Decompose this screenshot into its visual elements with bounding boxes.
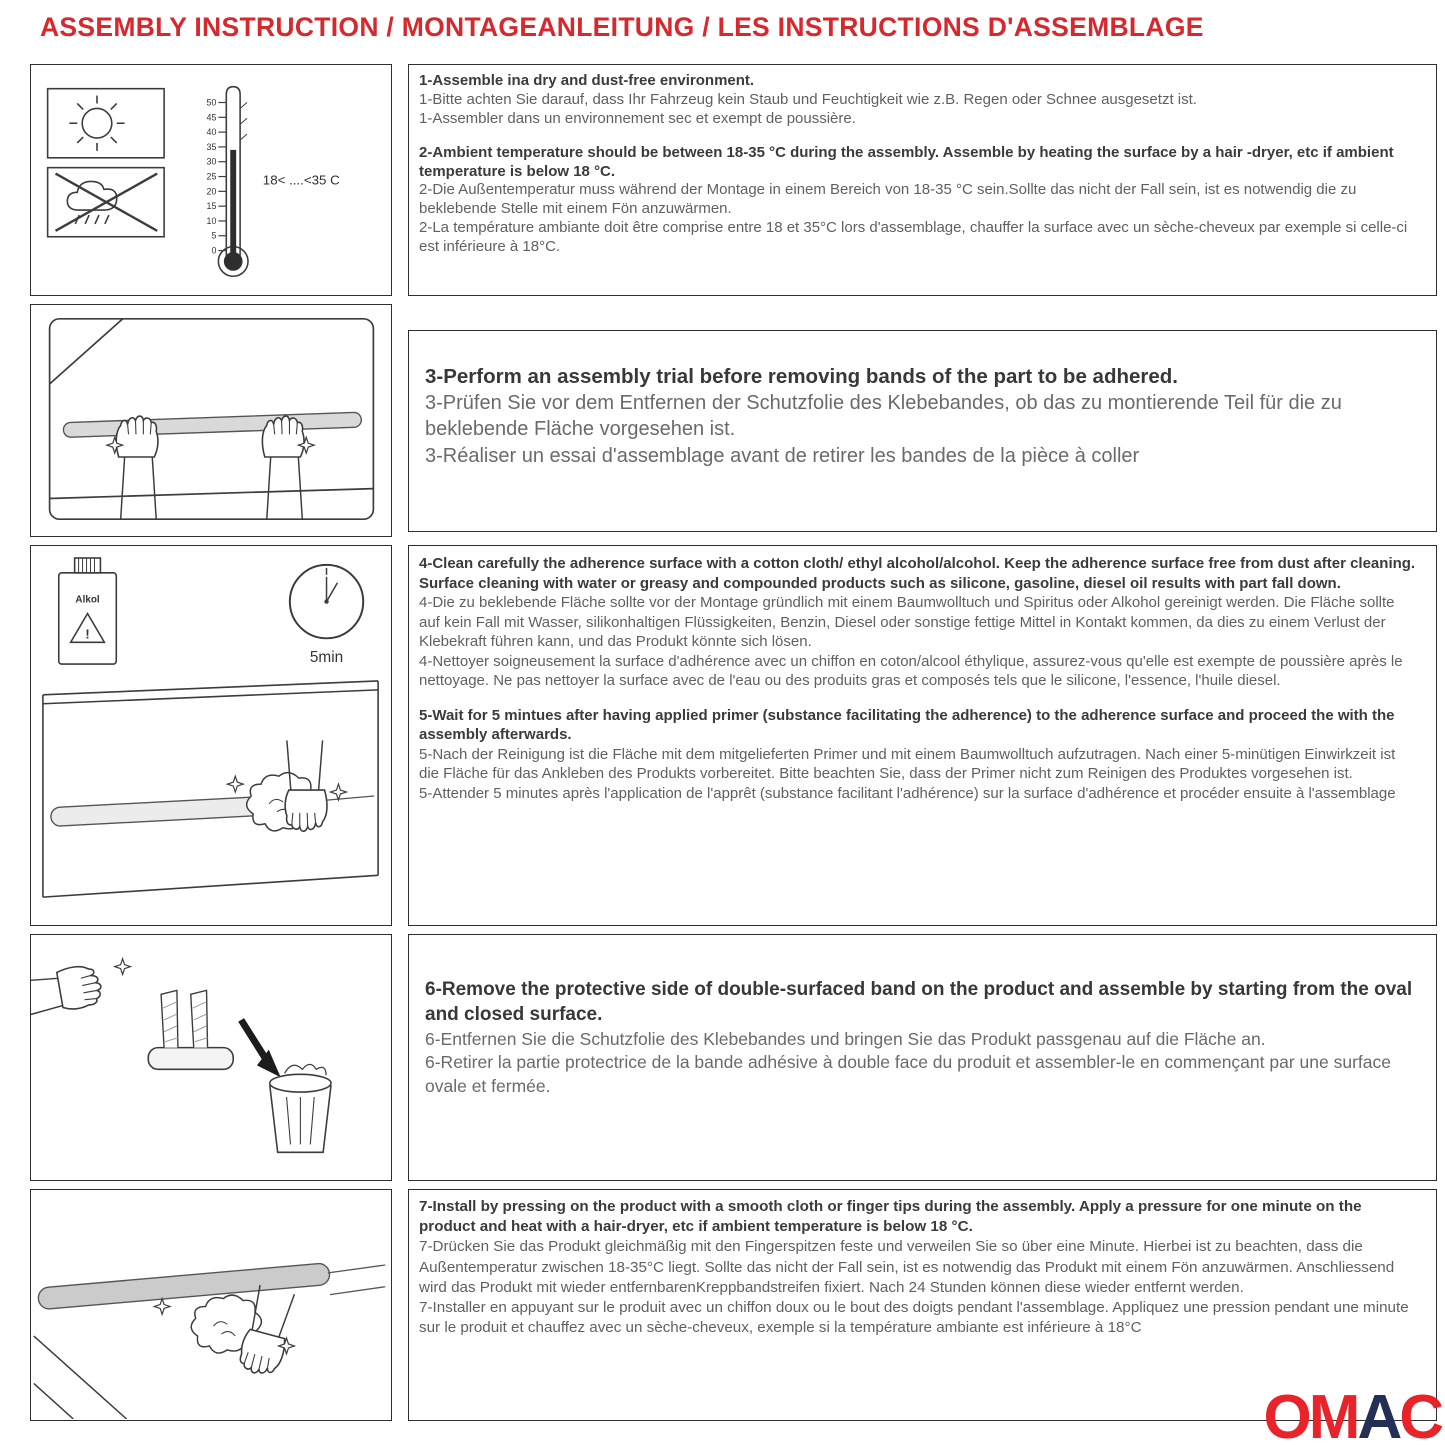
paragraph-en: 6-Remove the protective side of double-surfaced band on the product and assemble by starting from the oval and closed surface. [425, 979, 1413, 1026]
illustration-environment-temperature [30, 64, 392, 296]
clock-duration-label: 5min [309, 649, 344, 667]
press-install-illustration [31, 1190, 390, 1419]
sparkle-icon [154, 1299, 170, 1315]
svg-text:45: 45 [206, 112, 217, 123]
alcohol-bottle-icon [59, 558, 117, 664]
clock-icon [290, 565, 363, 666]
svg-text:20: 20 [206, 186, 217, 197]
paragraph-fr: 5-Attender 5 minutes après l'application de l'apprêt (substance facilitant l'adhérence) sur la surface d'adhérence et procéder ensuite à l'assemblage [419, 784, 1396, 802]
paragraph-en: 2-Ambient temperature should be between 18-35 °C during the assembly. Assemble by heating the surface by a hair -dryer, etc if ambient temperature is below 18 °C. [419, 143, 1394, 180]
section-assembly-trial-text [408, 330, 1437, 532]
paragraph-en: 1-Assemble ina dry and dust-free environment. [419, 72, 755, 89]
section-environment-text [408, 64, 1437, 296]
paragraph-fr: 1-Assembler dans un environnement sec et exempt de poussière. [419, 109, 856, 127]
paragraph-fr: 6-Retirer la partie protectrice de la bande adhésive à double face du produit et assembler-le en commençant par une surface ovale et fermée. [425, 1052, 1391, 1096]
warning-exclamation: ! [85, 626, 90, 642]
remove-band-illustration [31, 935, 390, 1179]
sparkle-icon [115, 959, 131, 975]
vehicle-panel-outline [43, 681, 378, 897]
arrow-down-icon [241, 1020, 281, 1077]
logo-letter: M [1308, 1383, 1358, 1445]
svg-text:30: 30 [206, 156, 217, 167]
alcohol-label: Alkol [75, 594, 100, 606]
svg-text:15: 15 [206, 201, 217, 212]
svg-text:40: 40 [206, 127, 217, 138]
paragraph-en: 3-Perform an assembly trial before removing bands of the part to be adhered. [425, 365, 1178, 388]
paragraph-en: 5-Wait for 5 mintues after having applied primer (substance facilitating the adherence) to the adherence surface and proceed the with the assembly afterwards. [419, 706, 1395, 743]
paragraph-en: 4-Clean carefully the adherence surface with a cotton cloth/ ethyl alcohol/alcohol. Keep the adherence surface free from dust after cleaning. Surface cleaning with water or greasy and compounded products such as silicone, gasoline, diesel oil results with part fall down. [419, 555, 1416, 592]
paragraph-fr: 4-Nettoyer soigneusement la surface d'adhérence avec un chiffon en coton/alcool éthylique, assurez-vous qu'elle est exempte de poussière après le nettoyage. Ne pas nettoyer la surface avec de l'eau ou des produits gras et composés tels que le silicone, l'essence, l'huile diesel. [419, 652, 1403, 689]
logo-letter: A [1357, 1383, 1400, 1445]
logo-letter: O [1263, 1383, 1309, 1445]
temperature-range-label: 18< ....<35 C [262, 172, 340, 188]
logo-letter: C [1399, 1383, 1441, 1445]
thermometer-scale [207, 97, 217, 255]
svg-text:35: 35 [206, 141, 217, 152]
paragraph-en: 7-Install by pressing on the product with a smooth cloth or finger tips during the assembly. Apply a pressure for one minute on the product and heat with a hair-dryer, etc if ambient temperature is below 18 °C. [419, 1198, 1362, 1236]
sparkle-icon [330, 784, 346, 800]
trim-strip [50, 797, 261, 827]
paragraph-de: 6-Entfernen Sie die Schutzfolie des Klebebandes und bringen Sie das Produkt passgenau auf die Fläche an. [425, 1028, 1266, 1049]
paragraph-fr: 3-Réaliser un essai d'assemblage avant de retirer les bandes de la pièce à coller [425, 444, 1140, 467]
illustration-press-install [30, 1189, 392, 1421]
svg-text:10: 10 [206, 215, 217, 226]
assembly-trial-illustration [31, 305, 390, 535]
paragraph-de: 5-Nach der Reinigung ist die Fläche mit dem mitgelieferten Primer und mit einem Baumwolltuch aufzutragen. Nach einer 5-minütigen Einwirkzeit ist die Fläche für das Ankleben des Produkts vorbereitet. Bitte beachten Sie, dass der Primer nicht zum Reinigen des Produktes vorgesehen ist. [419, 745, 1396, 782]
thermometer-icon [207, 87, 248, 277]
paragraph-de: 4-Die zu beklebende Fläche sollte vor der Montage gründlich mit einem Baumwolltuch und Spiritus oder Alkohol gereinigt werden. Die Fläche sollte auf kein Fall mit Wasser, silikonhaltigen Flüssigkeiten, Benzin, Diesel oder sonstige fettige Mittel in Kontakt kommen, da dies zu einem Verlust der Klebekraft führen kann, und das Produkt könnte sich lösen. [419, 594, 1395, 650]
page-title: ASSEMBLY INSTRUCTION / MONTAGEANLEITUNG / LES INSTRUCTIONS D'ASSEMBLAGE [40, 12, 1204, 42]
paragraph-fr: 2-La température ambiante doit être comprise entre 18 et 35°C lors d'assemblage, chauffer la surface avec un sèche-cheveux par exemple si celle-ci est inférieure à 18°C. [419, 219, 1408, 256]
sun-icon [48, 89, 164, 158]
panel-corner-lines [34, 1336, 127, 1419]
paragraph-de: 1-Bitte achten Sie darauf, dass Ihr Fahrzeug kein Staub und Feuchtigkeit wie z.B. Regen oder Schnee ausgesetzt ist. [419, 90, 1197, 108]
trash-can-icon [270, 1064, 331, 1152]
environment-illustration [31, 65, 390, 294]
svg-text:25: 25 [206, 171, 217, 182]
svg-text:0: 0 [211, 245, 217, 256]
clean-surface-illustration [31, 546, 390, 924]
hand-icon [262, 416, 314, 519]
illustration-assembly-trial [30, 304, 392, 537]
svg-text:5: 5 [211, 230, 217, 241]
paragraph-fr: 7-Installer en appuyant sur le produit avec un chiffon doux ou le bout des doigts pendant l'assemblage. Appliquez une pression pendant une minute sur le produit et chauffez avec un sèche-cheveux, exemple si la température ambiante est inférieure à 18°C [419, 1299, 1409, 1337]
trim-strip [63, 412, 361, 437]
adhesive-band-product [148, 990, 233, 1069]
paragraph-de: 7-Drücken Sie das Produkt gleichmäßig mit den Fingerspitzen feste und verweilen Sie so über eine Minute. Hierbei ist zu beachten, dass die Außentemperatur zwischen 18-35°C liegt. Sollte das nicht der Fall sein, ist es notwendig das Produkt mit einem Fön anzuwärmen. Anschliessend wird das Produkt mit wieder entfernbarenKreppbandstreifen fixiert. Nach 24 Stunden können diese wieder entfernt werden. [419, 1238, 1395, 1296]
no-rain-icon [48, 168, 164, 237]
paragraph-de: 3-Prüfen Sie vor dem Entfernen der Schutzfolie des Klebebandes, ob das zu montierende Teil für die zu beklebende Fläche vorgesehen ist. [425, 392, 1342, 441]
trim-strip [37, 1263, 330, 1310]
illustration-clean-surface [30, 545, 392, 926]
sparkle-icon [227, 776, 243, 792]
paragraph-de: 2-Die Außentemperatur muss während der Montage in einem Bereich von 18-35 °C sein.Sollte das nicht der Fall sein, ist es notwendig die zu beklebende Stelle mit einem Fön anzuwärmen. [419, 181, 1357, 218]
omac-logo [1263, 1383, 1441, 1445]
illustration-remove-band [30, 934, 392, 1181]
section-remove-band-text [408, 934, 1437, 1181]
section-clean-primer-text [408, 545, 1437, 926]
svg-text:50: 50 [206, 97, 217, 108]
hand-icon [31, 963, 104, 1018]
